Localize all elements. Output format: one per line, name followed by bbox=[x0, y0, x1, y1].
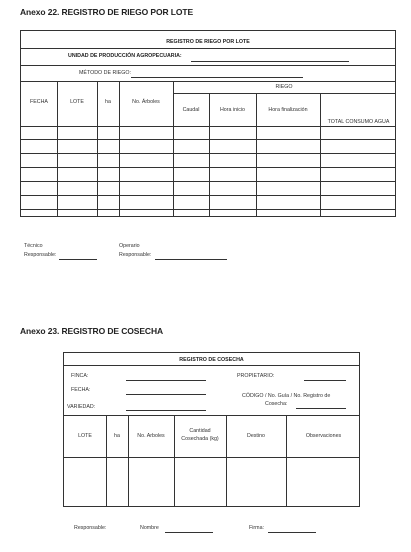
finca-field[interactable] bbox=[126, 380, 206, 381]
method-field[interactable] bbox=[131, 77, 303, 78]
col-caudal: Caudal bbox=[182, 107, 200, 113]
col-arboles: No. Árboles bbox=[132, 99, 160, 105]
nombre-label: Nombre bbox=[140, 525, 159, 531]
col-arboles: No. Arboles bbox=[137, 433, 165, 439]
variedad-label: VARIEDAD: bbox=[67, 404, 96, 410]
col-lote: LOTE bbox=[78, 433, 92, 439]
operario-responsable-label: Responsable: bbox=[119, 252, 152, 258]
operario-signature-field[interactable] bbox=[155, 259, 227, 260]
col-ha: ha bbox=[114, 433, 120, 439]
method-label: MÉTODO DE RIEGO: bbox=[79, 70, 131, 76]
fecha-field[interactable] bbox=[126, 394, 206, 395]
col-hora-fin: Hora finalización bbox=[268, 107, 308, 113]
col-observaciones: Observaciones bbox=[305, 433, 342, 439]
variedad-field[interactable] bbox=[126, 410, 206, 411]
codigo-field[interactable] bbox=[296, 408, 346, 409]
nombre-field[interactable] bbox=[165, 532, 213, 533]
irrigation-table bbox=[20, 30, 396, 217]
responsable-label: Responsable: bbox=[74, 525, 107, 531]
col-destino: Destino bbox=[247, 433, 265, 439]
annex23-heading: Anexo 23. REGISTRO DE COSECHA bbox=[20, 326, 164, 336]
operario-label: Operario bbox=[119, 243, 140, 249]
col-total-consumo: TOTAL CONSUMO AGUA bbox=[327, 119, 390, 125]
col-ha: ha bbox=[105, 99, 111, 105]
codigo-label: CÓDIGO / No. Guía / No. Registro de bbox=[242, 393, 331, 399]
annex22-heading: Anexo 22. REGISTRO DE RIEGO POR LOTE bbox=[20, 7, 194, 17]
harvest-table bbox=[63, 352, 360, 507]
unit-field[interactable] bbox=[191, 61, 349, 62]
col-riego: RIEGO bbox=[275, 84, 293, 90]
tecnico-responsable-label: Responsable: bbox=[24, 252, 57, 258]
codigo-label-cosecha: Cosecha: bbox=[265, 401, 288, 407]
col-cantidad-kg: Cosechada (kg) bbox=[181, 436, 219, 442]
propietario-field[interactable] bbox=[304, 380, 346, 381]
tecnico-label: Técnico bbox=[24, 243, 43, 249]
col-lote: LOTE bbox=[70, 99, 84, 105]
col-fecha: FECHA bbox=[30, 99, 48, 105]
firma-label: Firma: bbox=[249, 525, 265, 531]
col-hora-inicio: Hora inicio bbox=[219, 107, 246, 113]
fecha-label: FECHA: bbox=[71, 387, 91, 393]
finca-label: FINCA: bbox=[71, 373, 89, 379]
firma-field[interactable] bbox=[268, 532, 316, 533]
irrigation-table-title: REGISTRO DE RIEGO POR LOTE bbox=[166, 39, 250, 45]
propietario-label: PROPIETARIO: bbox=[237, 373, 275, 379]
col-cantidad: Cantidad bbox=[189, 428, 211, 434]
harvest-table-title: REGISTRO DE COSECHA bbox=[179, 357, 244, 363]
unit-label: UNIDAD DE PRODUCCIÓN AGROPECUARIA: bbox=[68, 53, 182, 59]
tecnico-signature-field[interactable] bbox=[59, 259, 97, 260]
